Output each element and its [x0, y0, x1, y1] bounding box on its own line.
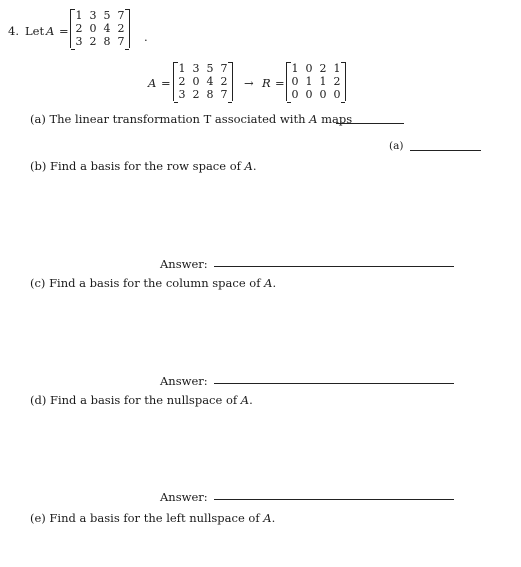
- part-b-text: [30, 159, 257, 173]
- problem-number: 4.: [8, 24, 19, 38]
- matrix-entry: 1: [178, 62, 186, 75]
- matrix-entry: 2: [192, 88, 200, 101]
- part-c-period: .: [272, 276, 277, 290]
- matrix-entry: 0: [305, 62, 313, 75]
- matrix-entry: 4: [103, 22, 111, 35]
- matrix-entry: 2: [333, 75, 341, 88]
- part-a-var: A: [309, 112, 318, 126]
- matrix-entry: 0: [305, 88, 313, 101]
- part-a-answer-line[interactable]: [410, 150, 481, 151]
- matrix-R-symbol: R: [262, 76, 271, 90]
- matrix-A-reduction: [173, 62, 233, 101]
- matrix-entry: 2: [178, 75, 186, 88]
- matrix-entry: 5: [206, 62, 214, 75]
- matrix-entry: 7: [220, 88, 228, 101]
- matrix-entry: 2: [75, 22, 83, 35]
- matrix-entry: 2: [319, 62, 327, 75]
- matrix-entry: 1: [291, 62, 299, 75]
- part-a-answer-label: (a): [389, 140, 404, 152]
- part-a-prefix: (a) The linear transformation T associated with: [30, 112, 306, 126]
- matrix-A-symbol: A: [46, 24, 55, 38]
- matrix-entry: 8: [206, 88, 214, 101]
- matrix-entry: 7: [117, 9, 125, 22]
- part-e-prefix: (e) Find a basis for the left nullspace of: [30, 511, 260, 525]
- matrix-entry: 7: [117, 35, 125, 48]
- part-d-answer-line[interactable]: [214, 499, 454, 500]
- part-d-prefix: (d) Find a basis for the nullspace of: [30, 393, 238, 407]
- period: .: [144, 30, 148, 44]
- part-b-answer-label: Answer:: [160, 257, 208, 271]
- part-c-var: A: [264, 276, 273, 290]
- matrix-entry: 3: [178, 88, 186, 101]
- part-c-prefix: (c) Find a basis for the column space of: [30, 276, 261, 290]
- matrix-entry: 0: [192, 75, 200, 88]
- matrix-entry: 5: [103, 9, 111, 22]
- part-a-text: [30, 112, 352, 126]
- matrix-entry: 0: [333, 88, 341, 101]
- part-e-var: A: [263, 511, 272, 525]
- matrix-entry: 0: [89, 22, 97, 35]
- part-a-suffix: maps: [321, 112, 353, 126]
- matrix-entry: 3: [89, 9, 97, 22]
- part-e-text: [30, 511, 275, 525]
- part-b-period: .: [252, 159, 257, 173]
- part-b-prefix: (b) Find a basis for the row space of: [30, 159, 241, 173]
- part-d-period: .: [249, 393, 253, 407]
- matrix-entry: 4: [206, 75, 214, 88]
- reduction-equals-2: =: [275, 76, 285, 90]
- matrix-entry: 0: [291, 88, 299, 101]
- matrix-entry: 3: [192, 62, 200, 75]
- matrix-entry: 0: [319, 88, 327, 101]
- part-b-var: A: [244, 159, 253, 173]
- matrix-entry: 2: [220, 75, 228, 88]
- let-text: Let: [25, 24, 45, 38]
- matrix-entry: 1: [319, 75, 327, 88]
- part-e-period: .: [271, 511, 276, 525]
- part-c-answer-line[interactable]: [214, 383, 454, 384]
- matrix-entry: 0: [291, 75, 299, 88]
- part-b-answer-line[interactable]: [214, 266, 454, 267]
- matrix-R-rref: [286, 62, 346, 101]
- reduction-equals: =: [161, 76, 171, 90]
- matrix-A-header: [70, 9, 130, 48]
- reduction-A-symbol: A: [148, 76, 157, 90]
- part-c-text: [30, 276, 276, 290]
- matrix-entry: 2: [117, 22, 125, 35]
- matrix-entry: 3: [75, 35, 83, 48]
- part-d-text: [30, 393, 253, 407]
- part-d-answer-label: Answer:: [160, 490, 208, 504]
- part-d-var: A: [240, 393, 250, 407]
- matrix-entry: 7: [220, 62, 228, 75]
- matrix-entry: 1: [333, 62, 341, 75]
- part-a-inline-blank[interactable]: [336, 123, 404, 124]
- matrix-entry: 1: [305, 75, 313, 88]
- matrix-entry: 8: [103, 35, 111, 48]
- equals-sign: =: [59, 24, 69, 38]
- matrix-entry: 1: [75, 9, 83, 22]
- matrix-entry: 2: [89, 35, 97, 48]
- reduction-arrow: →: [244, 76, 254, 90]
- part-c-answer-label: Answer:: [160, 374, 208, 388]
